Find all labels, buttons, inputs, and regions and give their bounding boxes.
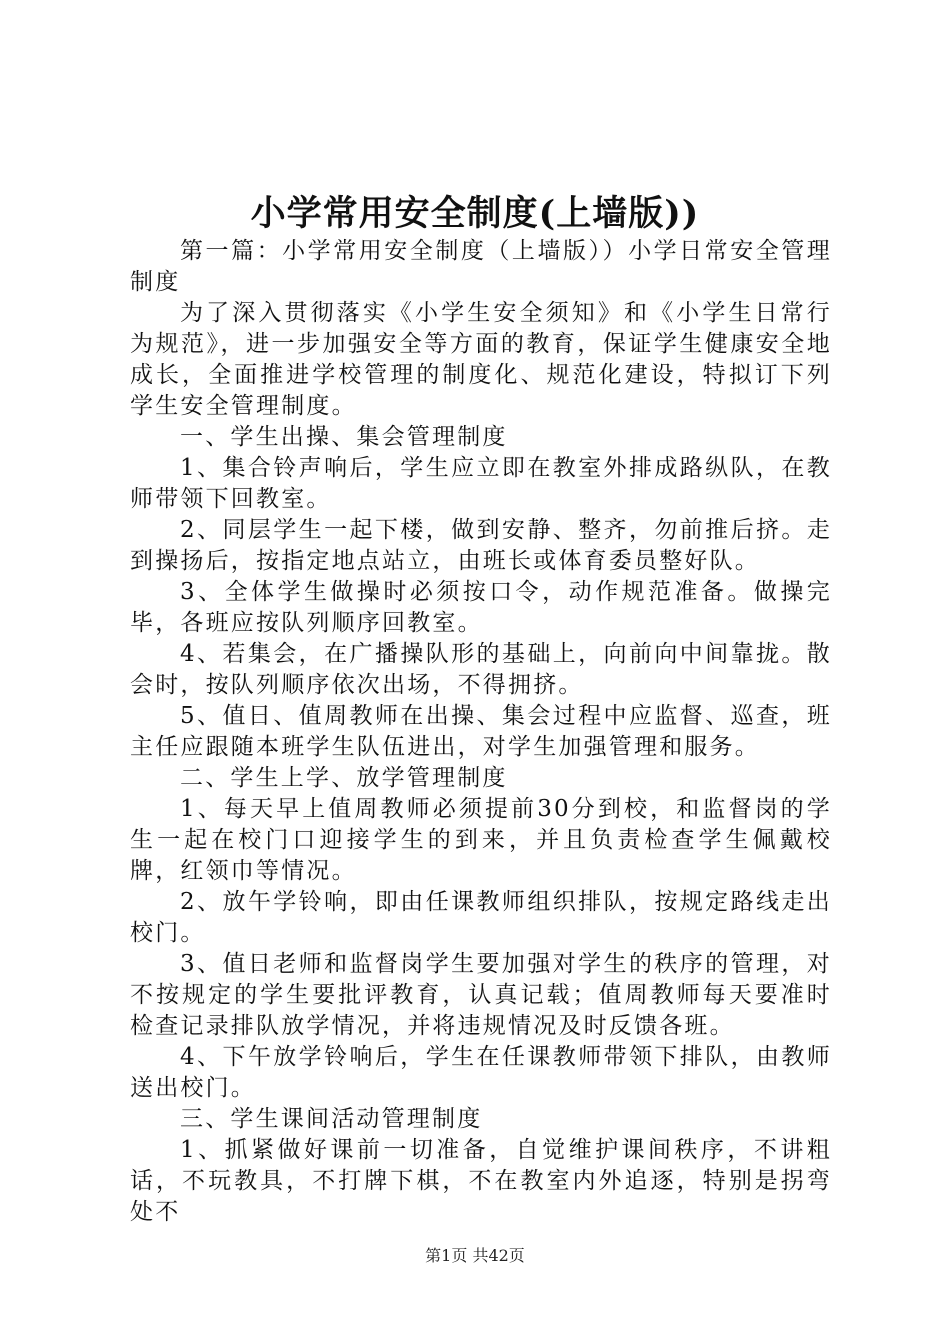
page-number: 第1页 共42页 (425, 1246, 525, 1265)
paragraph-2-4: 4、下午放学铃响后，学生在任课教师带领下排队，由教师送出校门。 (130, 1044, 832, 1101)
paragraph-2-1: 1、每天早上值周教师必须提前30分到校，和监督岗的学生一起在校门口迎接学生的到来，并且负责检查学生佩戴校牌，红领巾等情况。 (130, 796, 832, 884)
paragraph-intro-heading: 第一篇：小学常用安全制度（上墙版））小学日常安全管理制度 (130, 238, 832, 295)
paragraph-1-5: 5、值日、值周教师在出操、集会过程中应监督、巡查，班主任应跟随本班学生队伍进出，对学生加强管理和服务。 (130, 703, 832, 760)
paragraph-3-1: 1、抓紧做好课前一切准备，自觉维护课间秩序，不讲粗话，不玩教具，不打牌下棋，不在教室内外追逐，特别是拐弯处不 (130, 1137, 832, 1225)
paragraph-1-2: 2、同层学生一起下楼，做到安静、整齐，勿前推后挤。走到操扬后，按指定地点站立，由班长或体育委员整好队。 (130, 517, 832, 574)
paragraph-preamble: 为了深入贯彻落实《小学生安全须知》和《小学生日常行为规范》，进一步加强安全等方面的教育，保证学生健康安全地成长，全面推进学校管理的制度化、规范化建设，特拟订下列学生安全管理制度。 (130, 300, 832, 419)
section-heading-2: 二、学生上学、放学管理制度 (180, 765, 508, 791)
paragraph-1-1: 1、集合铃声响后，学生应立即在教室外排成路纵队，在教师带领下回教室。 (130, 455, 832, 512)
paragraph-2-3: 3、值日老师和监督岗学生要加强对学生的秩序的管理，对不按规定的学生要批评教育，认真记载；值周教师每天要准时检查记录排队放学情况，并将违规情况及时反馈各班。 (130, 951, 832, 1039)
paragraph-2-2: 2、放午学铃响，即由任课教师组织排队，按规定路线走出校门。 (130, 889, 832, 946)
paragraph-1-3: 3、全体学生做操时必须按口令，动作规范准备。做操完毕，各班应按队列顺序回教室。 (130, 579, 832, 636)
paragraph-1-4: 4、若集会，在广播操队形的基础上，向前向中间靠拢。散会时，按队列顺序依次出场，不得拥挤。 (130, 641, 832, 698)
page-title: 小学常用安全制度(上墙版)) (250, 193, 700, 234)
section-heading-3: 三、学生课间活动管理制度 (180, 1106, 483, 1132)
document-body (130, 236, 832, 1228)
section-heading-1: 一、学生出操、集会管理制度 (180, 424, 508, 450)
